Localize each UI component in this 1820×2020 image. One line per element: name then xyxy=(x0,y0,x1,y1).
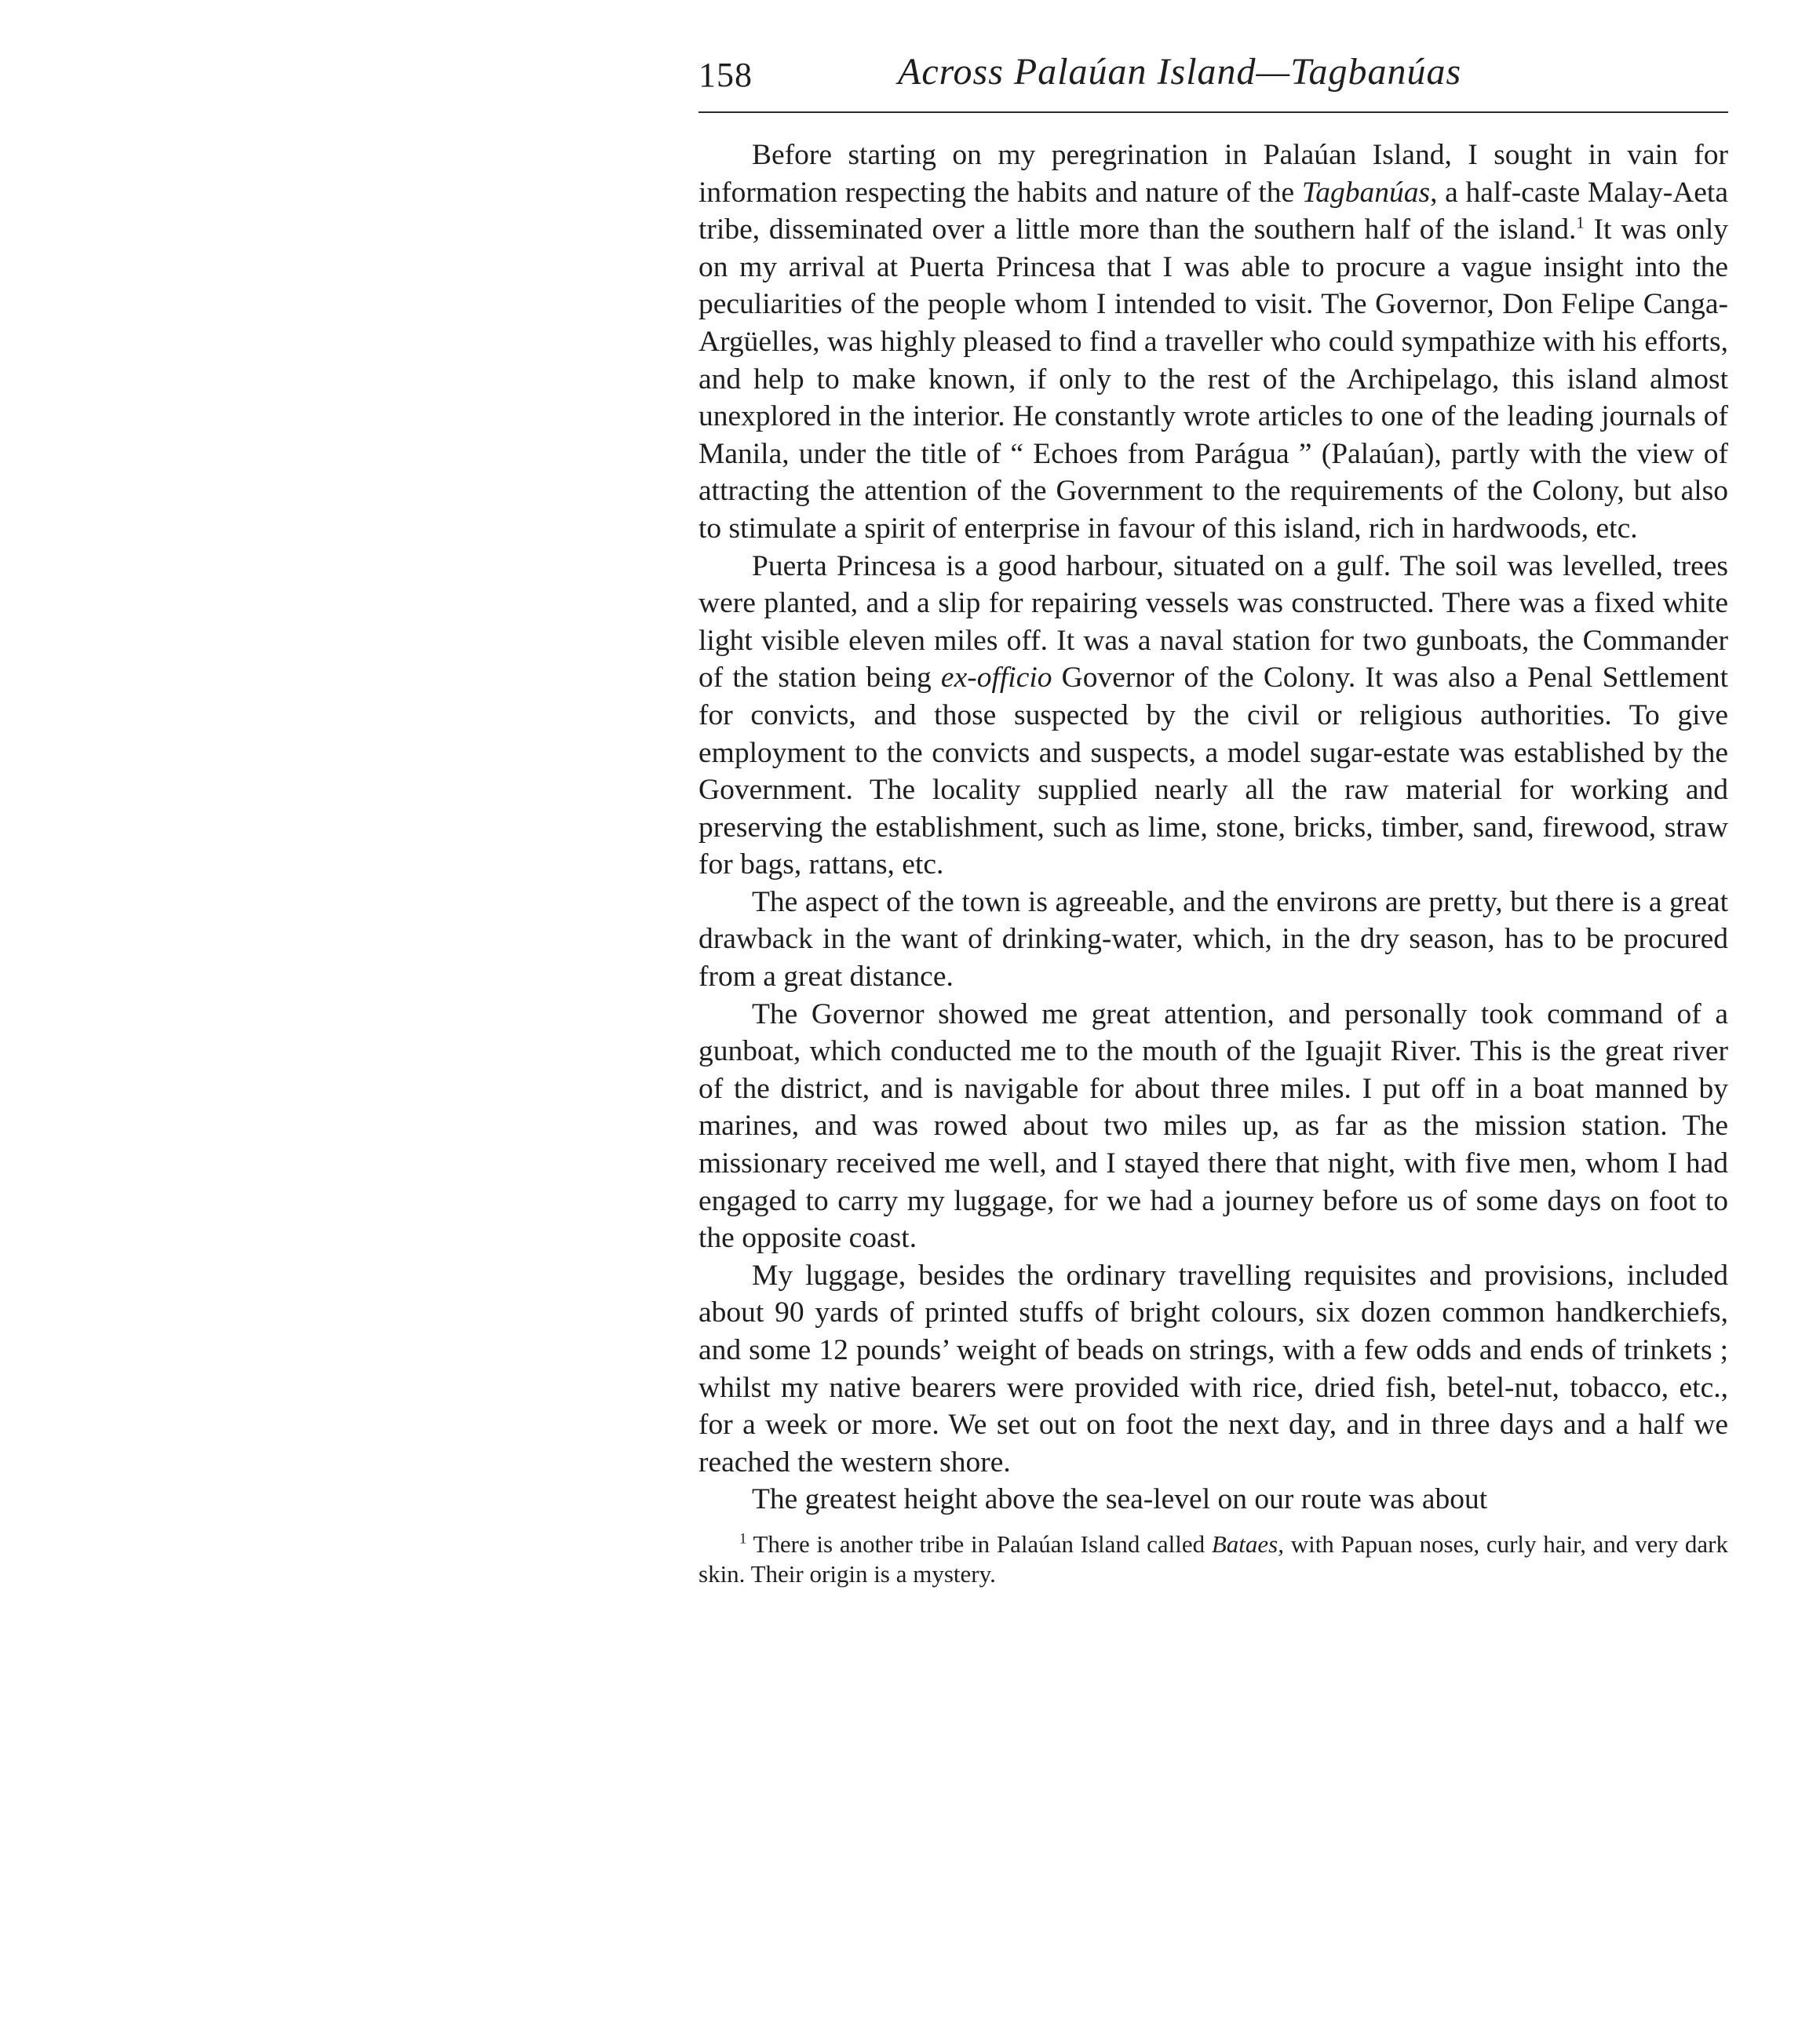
paragraph-1-text-a: Before starting on my peregrination in Palaúan Island, I sought in vain for information respecting the habits and nature of the xyxy=(698,139,1728,209)
footnote-reference[interactable]: 1 xyxy=(1576,214,1585,232)
running-title: Across Palaúan Island—Tagbanúas xyxy=(898,51,1462,93)
page-header xyxy=(698,47,1728,110)
footnote-1 xyxy=(698,1530,1728,1589)
paragraph-5: My luggage, besides the ordinary travelling requisites and provisions, included about 90 yards of printed stuffs of bright colours, six dozen common handkerchiefs, and some 12 pounds’ weight of beads on strings, with a few odds and ends of trinkets ; whilst my native bearers were provided with rice, dried fish, betel-nut, tobacco, etc., for a week or more. We set out on foot the next day, and in three days and a half we reached the western shore. xyxy=(698,1259,1728,1479)
body-text xyxy=(698,137,1728,1519)
paragraph-2-italic-ex-officio: ex-officio xyxy=(940,662,1052,695)
paragraph-1 xyxy=(698,137,1728,548)
header-rule xyxy=(698,111,1728,113)
paragraph-4: The Governor showed me great attention, and personally took command of a gunboat, which conducted me to the mouth of the Iguajit River. This is the great river of the district, and is navigable for about three miles. I put off in a boat manned by marines, and was rowed about two miles up, as far as the mission station. The missionary received me well, and I stayed there that night, with five men, whom I had engaged to carry my luggage, for we had a journey before us of some days on foot to the opposite coast. xyxy=(698,997,1728,1255)
footnote-italic-bataes: Bataes, xyxy=(1211,1530,1284,1558)
paragraph-2-text-a: Puerta Princesa is a good harbour, situated on a gulf. The soil was levelled, trees were planted, and a slip for repairing vessels was constructed. There was a fixed white light visible eleven miles off. It was a naval station for two gunboats, the Commander of the station being xyxy=(698,549,1728,695)
paragraph-2 xyxy=(698,548,1728,884)
paragraph-1-text-c: It was only on my arrival at Puerta Princesa that I was able to procure a vague insight into the peculiarities of the people whom I intended to visit. The Governor, Don Felipe Canga-Argüelles, was highly pleased to find a traveller who could sympathize with his efforts, and help to make known, if only to the rest of the Archipelago, this island almost unexplored in the interior. He constantly wrote articles to one of the leading journals of Manila, under the title of “ Echoes from Parágua ” (Palaúan), partly with the view of attracting the attention of the Government to the requirements of the Colony, but also to stimulate a spirit of enterprise in favour of this island, rich in hardwoods, etc. xyxy=(698,213,1728,545)
paragraph-1-text-b: , a half-caste Malay-Aeta tribe, disseminated over a little more than the southern half of the island. xyxy=(698,176,1728,246)
footnote-text-a: There is another tribe in Palaúan Island called xyxy=(746,1530,1212,1558)
book-page xyxy=(698,47,1728,1589)
paragraph-6: The greatest height above the sea-level on our route was about xyxy=(752,1483,1488,1516)
paragraph-1-italic-tagbanuas: Tagbanúas xyxy=(1301,176,1431,209)
paragraph-3: The aspect of the town is agreeable, and the environs are pretty, but there is a great drawback in the want of drinking-water, which, in the dry season, has to be procured from a great distance. xyxy=(698,885,1728,994)
footnote-text-b: with Papuan noses, curly hair, and very dark skin. Their origin is a mystery. xyxy=(698,1530,1728,1588)
footnote xyxy=(698,1530,1728,1589)
page-number: 158 xyxy=(698,56,753,94)
footnote-mark: 1 xyxy=(739,1530,747,1548)
paragraph-2-text-b: Governor of the Colony. It was also a Penal Settlement for convicts, and those suspected by the civil or religious authorities. To give employment to the convicts and suspects, a model sugar-estate was established by the Government. The locality supplied nearly all the raw material for working and preserving the establishment, such as lime, stone, bricks, timber, sand, firewood, straw for bags, rattans, etc. xyxy=(698,662,1728,881)
